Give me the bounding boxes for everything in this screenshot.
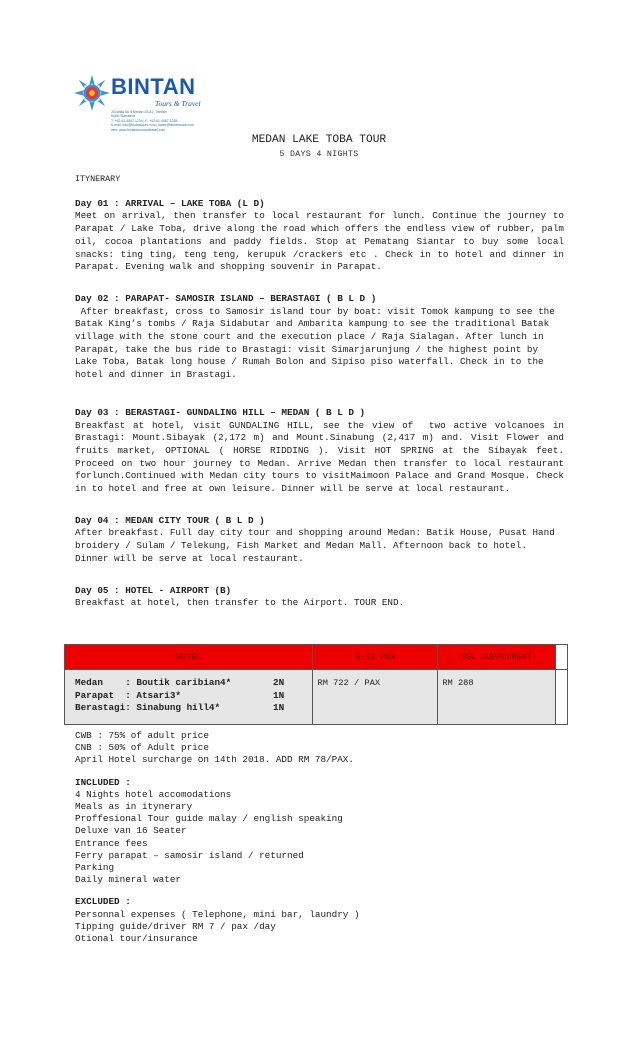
day-heading: Day 01 : ARRIVAL – LAKE TOBA (L D) bbox=[75, 197, 265, 209]
logo-address bbox=[111, 110, 231, 132]
list-item: Parking bbox=[75, 862, 115, 874]
list-item: Daily mineral water bbox=[75, 874, 182, 886]
hotel-nights: 2N bbox=[273, 677, 285, 688]
hotel-name: Berastagi: Sinabung hill4* bbox=[75, 702, 221, 713]
included-heading: INCLUDED : bbox=[75, 776, 131, 788]
list-item: Otional tour/insurance bbox=[75, 933, 198, 945]
hotel-entry bbox=[75, 690, 311, 703]
list-item: Ferry parapat – samosir island / returned bbox=[75, 849, 304, 861]
note-line: April Hotel surcharge on 14th 2018. ADD RM 78/PAX. bbox=[75, 754, 354, 766]
table-header-hotel: HOTEL bbox=[65, 645, 313, 670]
hotel-entry bbox=[75, 702, 311, 715]
pricing-table-header-row bbox=[65, 645, 568, 670]
day-description: Breakfast at hotel, visit GUNDALING HILL, see the view of two active volcanoes in Brastagi: Mount.Sibayak (2,172 m) and Mount.Sinabung (2,417 m) and. Visit Flower and fruits market, OPTIONAL ( HORSE RIDDING ). Visit HOT SPRING at the Sibayak feet. Proceed on two hour journey to Medan. Arrive Medan then transfer to local restaurant forlunch.Continued with Medan city tours to visitMaimoon Palace and Grand Mosque. Check in to hotel and free at own leisure. Dinner will be serve at local restaurant. bbox=[75, 419, 570, 495]
hotel-list-cell bbox=[65, 670, 313, 725]
excluded-heading: EXCLUDED : bbox=[75, 896, 131, 908]
day-block bbox=[75, 406, 570, 496]
day-heading: Day 02 : PARAPAT- SAMOSIR ISLAND – BERASTAGI ( B L D ) bbox=[75, 292, 377, 304]
list-item: Proffesional Tour guide malay / english speaking bbox=[75, 813, 343, 825]
pricing-table bbox=[64, 644, 568, 725]
price-notes bbox=[75, 730, 564, 767]
table-empty-cell bbox=[555, 645, 567, 670]
itinerary-label: ITYNERARY bbox=[75, 174, 121, 184]
hotel-entry bbox=[75, 677, 311, 690]
company-logo bbox=[73, 70, 213, 142]
hotel-nights: 1N bbox=[273, 702, 285, 713]
day-description: After breakfast, cross to Samosir island tour by boat: visit Tomok kampung to see the Batak King’s tombs / Raja Sidabutar and Ambarita kampung to see the traditional Batak village with the stone court and the execution place / Raja Sialagan. After lunch in Parapat, take the bus ride to Brastagi: visit Simarjarunjung / the highest point by Lake Toba, Batak long house / Rumah Bolon and Sipiso piso waterfall. Check in to the hotel and dinner in Brastagi. bbox=[75, 305, 561, 381]
logo-address-line: E-mail: info@bintantours.com | sales@bintantours.com bbox=[111, 123, 194, 128]
note-line: CNB : 50% of Adult price bbox=[75, 742, 209, 754]
included-list bbox=[75, 777, 564, 887]
document-title: MEDAN LAKE TOBA TOUR bbox=[251, 134, 387, 146]
note-line: CWB : 75% of adult price bbox=[75, 730, 209, 741]
terms-section bbox=[75, 730, 564, 955]
day-heading: Day 04 : MEDAN CITY TOUR ( B L D ) bbox=[75, 514, 265, 526]
list-item: Deluxe van 16 Seater bbox=[75, 825, 187, 837]
table-header-sgl: SGL SUPPLEMENT bbox=[438, 645, 555, 670]
list-item: Meals as in itynerary bbox=[75, 801, 193, 813]
hotel-name: Parapat : Atsari3* bbox=[75, 689, 182, 701]
day-heading: Day 05 : HOTEL - AIRPORT (B) bbox=[75, 584, 232, 596]
logo-address-line: web: www.bintantoursandtravel.com bbox=[111, 127, 166, 132]
document-subtitle: 5 DAYS 4 NIGHTS bbox=[279, 150, 359, 159]
day-block bbox=[75, 293, 564, 382]
day-heading: Day 03 : BERASTAGI- GUNDALING HILL – MEDAN ( B L D ) bbox=[75, 406, 366, 418]
hotel-name: Medan : Boutik caribian4* bbox=[75, 677, 232, 688]
list-item: 4 Nights hotel accomodations bbox=[75, 788, 232, 800]
day-block bbox=[75, 198, 564, 274]
logo-tagline: Tours & Travel bbox=[155, 99, 201, 108]
itinerary-section bbox=[75, 173, 570, 623]
day-description: After breakfast. Full day city tour and shopping around Medan: Batik House, Pusat Hand broidery / Sulam / Telekung, Fish Market and Medan Mall. Afternoon back to hotel. Dinner will be serve at local restaurant. bbox=[75, 527, 555, 564]
logo-address-line: North Sumatera bbox=[111, 114, 135, 119]
excluded-list bbox=[75, 896, 564, 945]
day-block bbox=[75, 585, 564, 610]
list-item: Personnal expenses ( Telephone, mini bar, laundry ) bbox=[75, 908, 360, 920]
logo-address-line: Jl.Dahlia No.5 Medan 20111 - Medan bbox=[111, 110, 167, 114]
table-empty-cell bbox=[555, 670, 567, 725]
star-flower-icon bbox=[73, 74, 111, 112]
day-block bbox=[75, 515, 564, 566]
sgl-price-cell: RM 288 bbox=[438, 670, 555, 725]
day-description: Meet on arrival, then transfer to local restaurant for lunch. Continue the journey to Parapat / Lake Toba, drive along the road which offers the endless view of rubber, palm oil, cocoa plantations and paddy fields. Stop at Pematang Siantar to buy some local snacks: ting ting, teng teng, kerupuk /crackers etc . Check in to hotel and dinner in Parapat. Evening walk and shopping souvenir in Parapat. bbox=[75, 210, 564, 273]
table-header-pax: 6-12 PAX bbox=[313, 645, 438, 670]
list-item: Tipping guide/driver RM 7 / pax /day bbox=[75, 920, 276, 932]
hotel-nights: 1N bbox=[273, 689, 285, 701]
day-description: Breakfast at hotel, then transfer to the Airport. TOUR END. bbox=[75, 597, 405, 609]
logo-brand-name: BINTAN bbox=[111, 74, 196, 99]
pax-price-cell: RM 722 / PAX bbox=[313, 670, 438, 725]
list-item: Entrance fees bbox=[75, 837, 148, 849]
pricing-table-row bbox=[65, 670, 568, 725]
logo-address-line: T: +62-61-4567-1234 | F: +62-61-4567-1235 bbox=[111, 118, 178, 123]
